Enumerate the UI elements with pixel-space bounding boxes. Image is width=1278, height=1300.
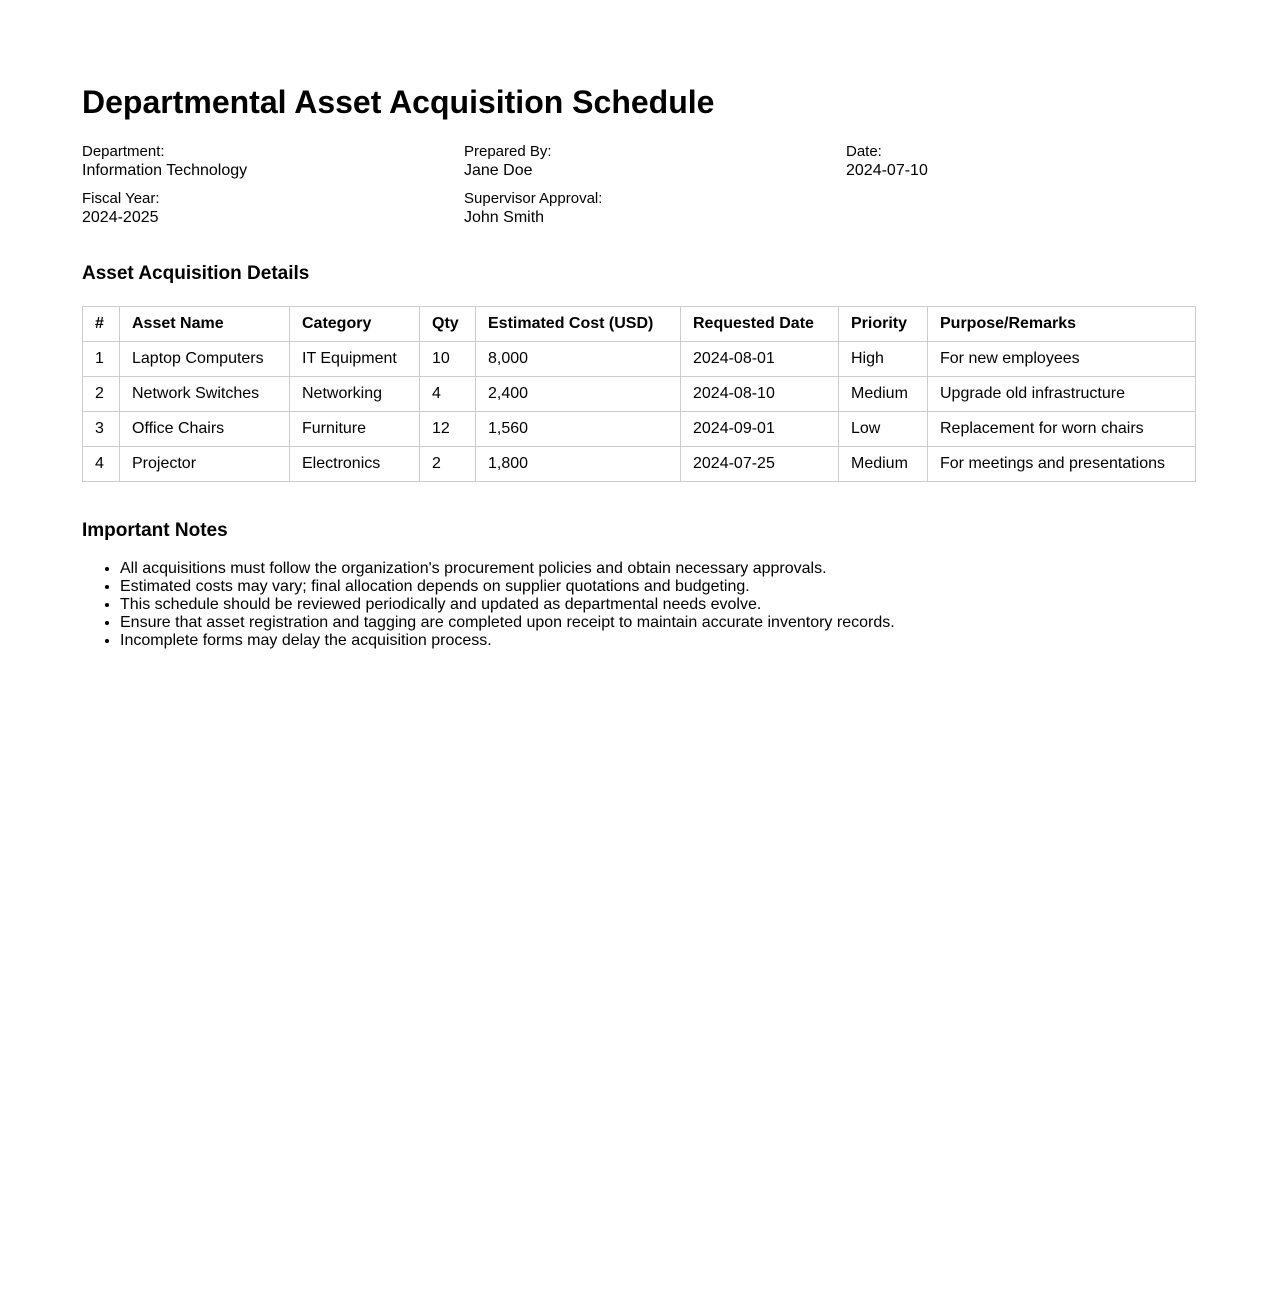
table-cell: For meetings and presentations: [928, 447, 1196, 482]
meta-label: Department:: [82, 143, 165, 160]
table-cell: 2: [420, 447, 476, 482]
table-cell: 3: [83, 412, 120, 447]
list-item: • This schedule should be reviewed periodically and updated as departmental needs evolve.: [120, 596, 1196, 614]
table-cell: IT Equipment: [290, 342, 420, 377]
meta-label: Prepared By:: [464, 143, 552, 160]
section-heading-details: Asset Acquisition Details: [82, 263, 310, 284]
table-cell: 2024-08-01: [681, 342, 839, 377]
table-cell: 10: [420, 342, 476, 377]
table-cell: High: [839, 342, 928, 377]
table-cell: 4: [420, 377, 476, 412]
meta-department: [82, 142, 464, 189]
table-header-row: [83, 307, 1196, 342]
meta-label: Fiscal Year:: [82, 190, 160, 207]
meta-value: John Smith: [464, 209, 545, 226]
table-cell: Medium: [839, 447, 928, 482]
table-cell: Office Chairs: [120, 412, 290, 447]
table-row: [83, 412, 1196, 447]
table-cell: 4: [83, 447, 120, 482]
table-row: [83, 377, 1196, 412]
table-cell: Electronics: [290, 447, 420, 482]
column-header: Estimated Cost (USD): [476, 307, 681, 342]
column-header: Requested Date: [681, 307, 839, 342]
meta-date: [846, 142, 1196, 189]
table-cell: 8,000: [476, 342, 681, 377]
table-cell: 2: [83, 377, 120, 412]
table-cell: Low: [839, 412, 928, 447]
meta-value: 2024-07-10: [846, 162, 928, 179]
column-header: Category: [290, 307, 420, 342]
table-cell: 12: [420, 412, 476, 447]
column-header: Priority: [839, 307, 928, 342]
table-cell: 2,400: [476, 377, 681, 412]
table-cell: 1,560: [476, 412, 681, 447]
column-header: Purpose/Remarks: [928, 307, 1196, 342]
table-cell: Replacement for worn chairs: [928, 412, 1196, 447]
table-cell: 1: [83, 342, 120, 377]
table-cell: 2024-09-01: [681, 412, 839, 447]
column-header: Qty: [420, 307, 476, 342]
meta-label: Date:: [846, 143, 882, 160]
column-header: #: [83, 307, 120, 342]
meta-prepared-by: [464, 142, 846, 189]
list-item: • Ensure that asset registration and tagging are completed upon receipt to maintain accurate inventory records.: [120, 614, 1196, 632]
meta-value: Jane Doe: [464, 162, 533, 179]
meta-value: Information Technology: [82, 162, 248, 179]
table-cell: 2024-08-10: [681, 377, 839, 412]
section-heading-notes: Important Notes: [82, 520, 228, 541]
notes-list: [82, 560, 1196, 650]
asset-table: [82, 306, 1196, 482]
list-item: • Estimated costs may vary; final allocation depends on supplier quotations and budgeting.: [120, 578, 1196, 596]
table-cell: Networking: [290, 377, 420, 412]
meta-fiscal-year: [82, 189, 464, 236]
table-cell: Medium: [839, 377, 928, 412]
table-cell: Projector: [120, 447, 290, 482]
meta-label: Supervisor Approval:: [464, 190, 603, 207]
list-item: • Incomplete forms may delay the acquisition process.: [120, 632, 1196, 650]
table-cell: 1,800: [476, 447, 681, 482]
table-row: [83, 342, 1196, 377]
table-cell: 2024-07-25: [681, 447, 839, 482]
meta-supervisor-approval: [464, 189, 846, 236]
table-row: [83, 447, 1196, 482]
table-cell: Furniture: [290, 412, 420, 447]
list-item: • All acquisitions must follow the organization's procurement policies and obtain necessary approvals.: [120, 560, 1196, 578]
table-cell: Network Switches: [120, 377, 290, 412]
table-cell: For new employees: [928, 342, 1196, 377]
table-cell: Laptop Computers: [120, 342, 290, 377]
page-title: Departmental Asset Acquisition Schedule: [82, 84, 715, 120]
table-cell: Upgrade old infrastructure: [928, 377, 1196, 412]
column-header: Asset Name: [120, 307, 290, 342]
document-metadata: [82, 142, 1196, 236]
meta-value: 2024-2025: [82, 209, 159, 226]
